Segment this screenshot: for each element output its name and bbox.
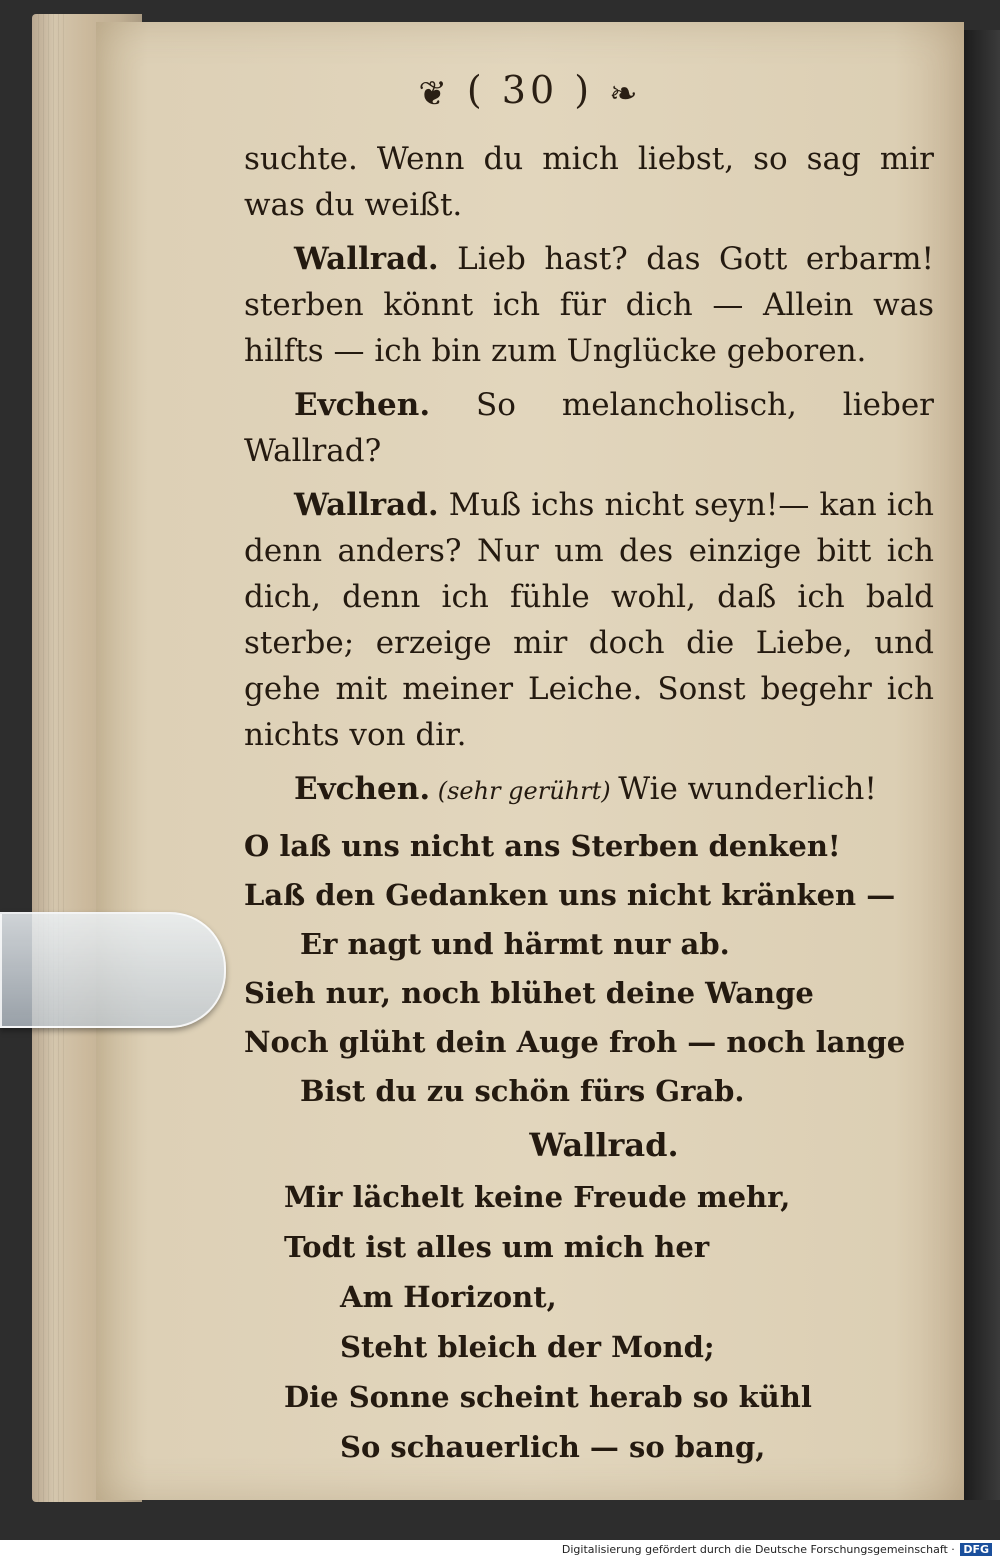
paragraph-text: Wie wunderlich! [618,771,877,807]
paragraph [244,136,934,228]
speaker-name: Wallrad. [294,241,439,277]
paragraph-text: Lieb hast? das Gott erbarm! sterben könnt ich für dich — Allein was hilfts — ich bin zum Unglücke geboren. [244,241,934,369]
paragraph [244,382,934,474]
verse-line: Am Horizont, [340,1280,557,1314]
speaker-heading: Wallrad. [529,1126,679,1164]
verse-line: Die Sonne scheint herab so kühl [284,1380,812,1414]
verse-line: Laß den Gedanken uns nicht kränken — [244,878,896,912]
footer-credit [0,1540,1000,1559]
prose-block [244,136,934,814]
verse-line: Er nagt und härmt nur ab. [300,927,730,961]
verse-line: O laß uns nicht ans Sterben denken! [244,829,841,863]
facing-page-shadow [964,30,1000,1500]
paragraph [244,236,934,374]
paragraph-text: So melancholisch, lieber Wallrad? [244,387,934,469]
page-header [96,68,964,114]
verse-line: Sieh nur, noch blühet deine Wange [244,976,814,1010]
paragraph [244,482,934,758]
ornament-left-icon: ❦ [418,73,451,114]
ornament-right-icon: ❧ [609,73,642,114]
dfg-logo: DFG [960,1543,992,1556]
speaker-name: Evchen. [294,771,431,807]
verse-line: Bist du zu schön fürs Grab. [300,1074,745,1108]
verse-line: Todt ist alles um mich her [284,1230,710,1264]
speaker-name: Wallrad. [294,487,439,523]
paragraph [244,766,934,814]
page-number: ( 30 ) [466,68,594,112]
speaker-name: Evchen. [294,387,431,423]
verse-block-wallrad [244,1172,934,1472]
paragraph-text: suchte. Wenn du mich liebst, so sag mir was du weißt. [244,141,934,223]
stage-direction: (sehr gerührt) [430,777,619,805]
page-holder-clip [0,912,226,1028]
page-text [244,136,934,1472]
verse-block-evchen [244,822,934,1116]
verse-line: Mir lächelt keine Freude mehr, [284,1180,791,1214]
verse-line: Steht bleich der Mond; [340,1330,715,1364]
footer-text: Digitalisierung gefördert durch die Deutsche Forschungsgemeinschaft · [561,1543,955,1556]
verse-line: Noch glüht dein Auge froh — noch lange [244,1025,906,1059]
verse-line: So schauerlich — so bang, [340,1430,766,1464]
paragraph-text: Muß ichs nicht seyn!— kan ich denn anders? Nur um des einzige bitt ich dich, denn ich fühle wohl, daß ich bald sterbe; erzeige mir doch die Liebe, und gehe mit meiner Leiche. Sonst begehr ich nichts von dir. [244,487,934,753]
